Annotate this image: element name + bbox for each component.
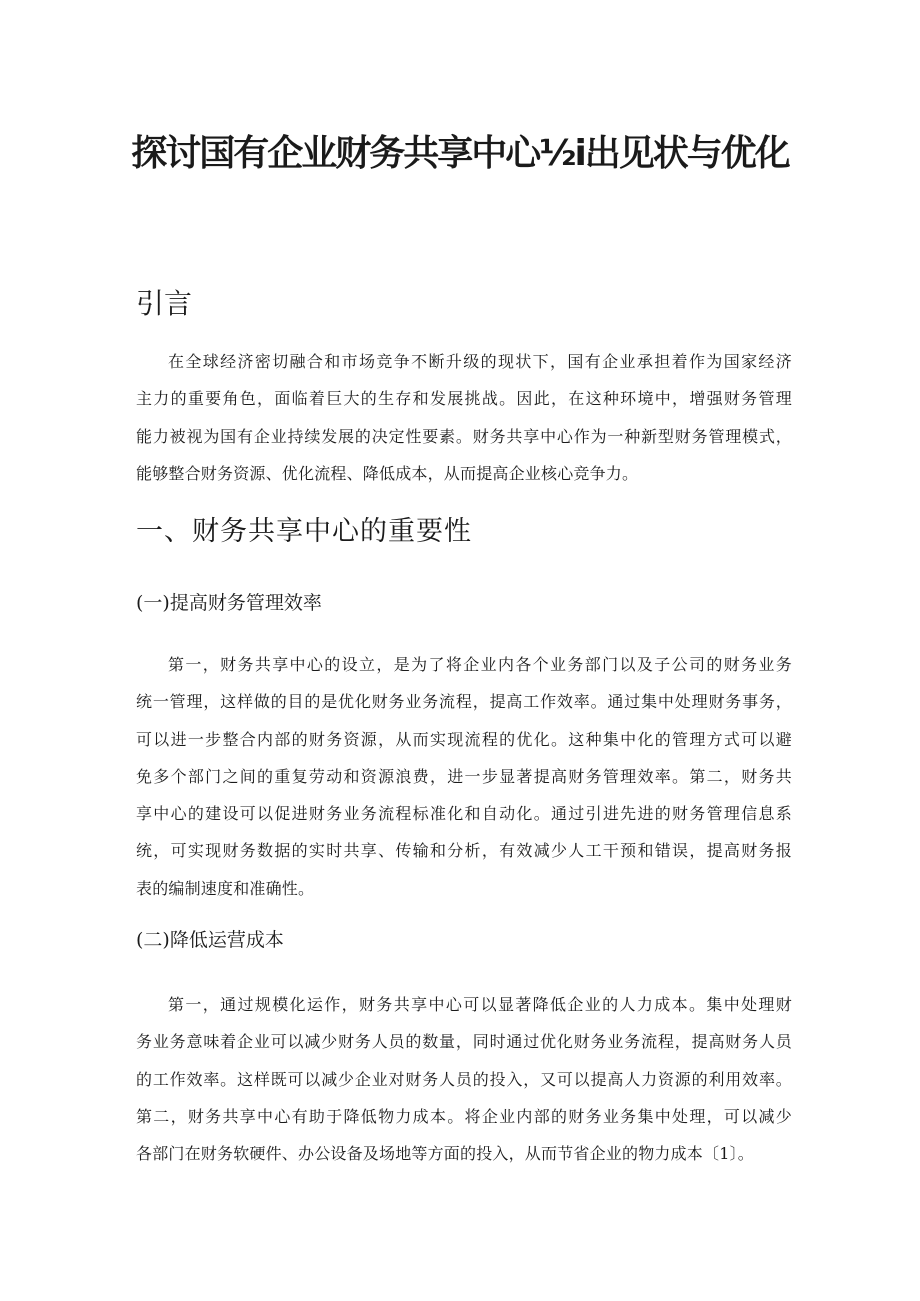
document-title: 探讨国有企业财务共享中心½i出见状与优化 (131, 133, 789, 174)
intro-paragraph (136, 343, 792, 492)
paragraph-line: 务业务意味着企业可以减少财务人员的数量，同时通过优化财务业务流程，提高财务人员 (136, 1032, 792, 1052)
paragraph-line: 能够整合财务资源、优化流程、降低成本，从而提高企业核心竞争力。 (136, 463, 639, 483)
subsection1-paragraph (136, 646, 792, 907)
paragraph-line: 第二，财务共享中心有助于降低物力成本。将企业内部的财务业务集中处理，可以减少 (136, 1106, 792, 1126)
paragraph-line: 享中心的建设可以促进财务业务流程标准化和自动化。通过引进先进的财务管理信息系 (136, 804, 792, 824)
subsection2-paragraph (136, 986, 792, 1172)
section1-heading: 一、财务共享中心的重要性 (136, 516, 472, 547)
paragraph-line: 表的编制速度和准确性。 (136, 878, 315, 898)
subsection1-heading: (一)提高财务管理效率 (136, 592, 322, 614)
paragraph-line: 统，可实现财务数据的实时共享、传输和分析，有效减少人工干预和错误，提高财务报 (136, 841, 792, 861)
paragraph-line: 主力的重要角色，面临着巨大的生存和发展挑战。因此，在这种环境中，增强财务管理 (136, 389, 792, 409)
paragraph-line: 的工作效率。这样既可以减少企业对财务人员的投入，又可以提高人力资源的利用效率。 (136, 1069, 792, 1089)
paragraph-line: 第一，通过规模化运作，财务共享中心可以显著降低企业的人力成本。集中处理财 (168, 995, 792, 1014)
intro-heading: 引言 (136, 287, 193, 320)
paragraph-line: 能力被视为国有企业持续发展的决定性要素。财务共享中心作为一种新型财务管理模式， (136, 426, 792, 446)
paragraph-line: 统一管理，这样做的目的是优化财务业务流程，提高工作效率。通过集中处理财务事务， (136, 692, 792, 712)
subsection2-heading: (二)降低运营成本 (136, 929, 284, 951)
paragraph-line: 第一，财务共享中心的设立，是为了将企业内各个业务部门以及子公司的财务业务 (168, 655, 792, 674)
paragraph-line: 在全球经济密切融合和市场竞争不断升级的现状下，国有企业承担着作为国家经济 (168, 352, 792, 371)
paragraph-line: 可以进一步整合内部的财务资源，从而实现流程的优化。这种集中化的管理方式可以避 (136, 729, 792, 749)
paragraph-line: 免多个部门之间的重复劳动和资源浪费，进一步显著提高财务管理效率。第二，财务共 (136, 766, 792, 786)
paragraph-line: 各部门在财务软硬件、办公设备及场地等方面的投入，从而节省企业的物力成本〔1〕。 (136, 1144, 754, 1164)
